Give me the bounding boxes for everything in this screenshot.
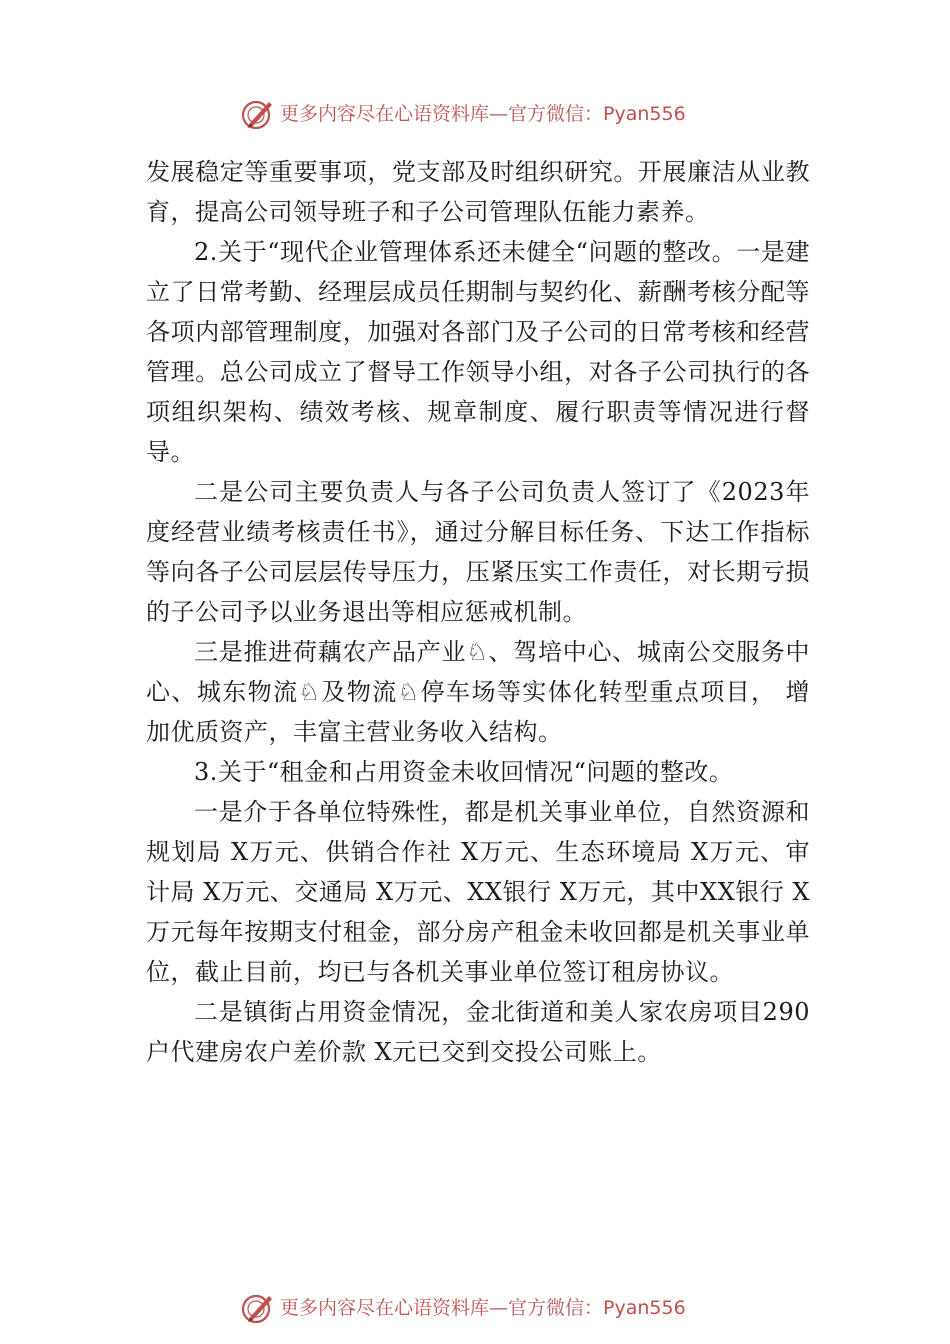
pen-logo-icon <box>240 96 276 132</box>
document-body <box>146 152 810 1072</box>
banner-text: 更多内容尽在心语资料库—官方微信：Pyan556 <box>280 103 686 125</box>
paragraph: 一是介于各单位特殊性，都是机关事业单位，自然资源和规划局 X万元、供销合作社 X万元、生态环境局 X万元、审计局 X万元、交通局 X万元、XX银行 X万元，其中XX银行 X万元每年按期支付租金，部分房产租金未收回都是机关事业单位，截止目前，均已与各机关事业单位签订租房协议。 <box>146 798 810 986</box>
paragraph: 二是公司主要负责人与各子公司负责人签订了《2023年度经营业绩考核责任书》，通过分解目标任务、下达工作指标等向各子公司层层传导压力，压紧压实工作责任，对长期亏损的子公司予以业务退出等相应惩戒机制。 <box>146 478 810 626</box>
footer-banner <box>240 1288 760 1328</box>
pen-logo-icon <box>240 1290 276 1326</box>
paragraph: 3.关于“租金和占用资金未收回情况“问题的整改。 <box>194 758 734 786</box>
header-banner <box>240 94 760 134</box>
paragraph: 发展稳定等重要事项，党支部及时组织研究。开展廉洁从业教育，提高公司领导班子和子公司管理队伍能力素养。 <box>146 158 810 226</box>
paragraph: 2.关于“现代企业管理体系还未健全“问题的整改。一是建立了日常考勤、经理层成员任期制与契约化、薪酬考核分配等各项内部管理制度，加强对各部门及子公司的日常考核和经营管理。总公司成立了督导工作领导小组，对各子公司执行的各项组织架构、绩效考核、规章制度、履行职责等情况进行督导。 <box>146 238 810 466</box>
banner-text: 更多内容尽在心语资料库—官方微信：Pyan556 <box>280 1297 686 1319</box>
paragraph: 三是推进荷藕农产品产业♘、驾培中心、城南公交服务中心、城东物流♘及物流♘停车场等实体化转型重点项目， 增加优质资产，丰富主营业务收入结构。 <box>146 638 810 746</box>
paragraph: 二是镇街占用资金情况，金北街道和美人家农房项目290户代建房农户差价款 X元已交到交投公司账上。 <box>146 998 810 1066</box>
